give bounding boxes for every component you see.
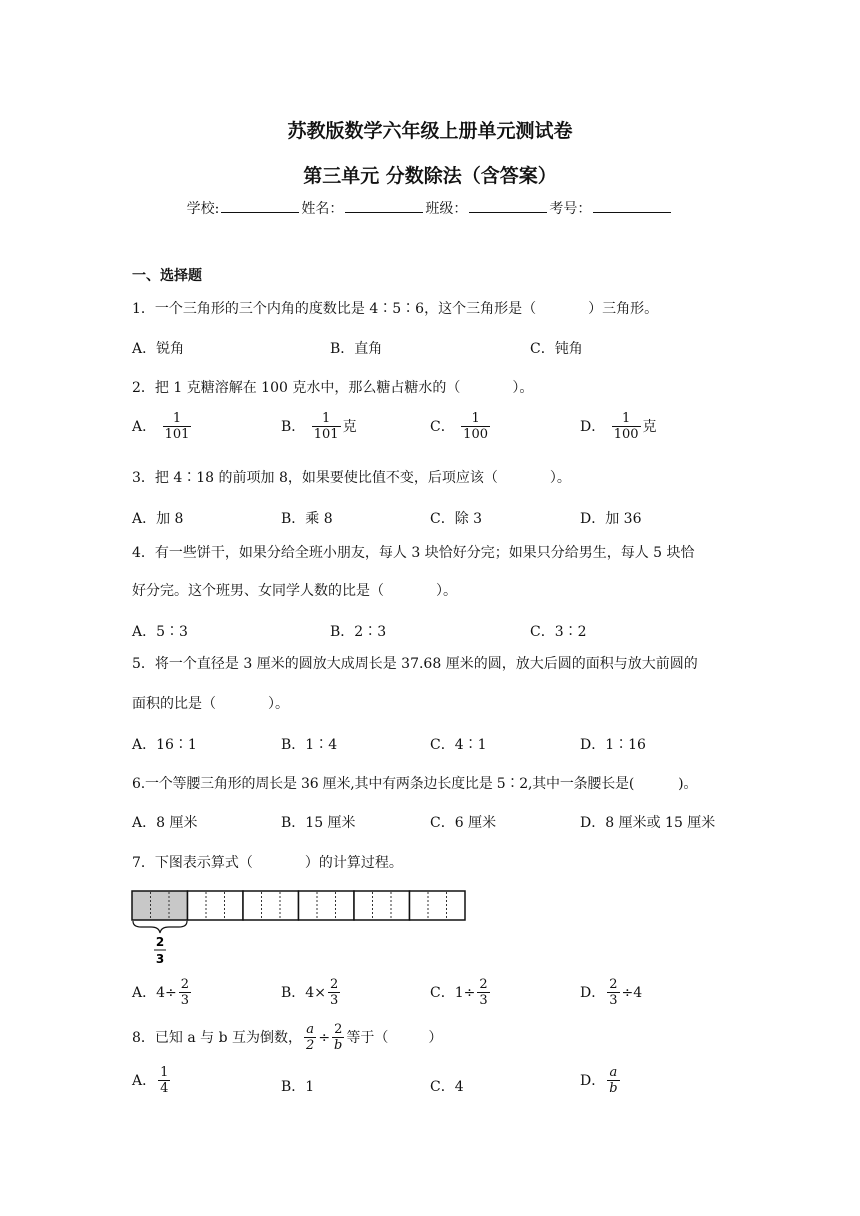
q1-option-c: C．钝角 xyxy=(530,341,583,357)
bar-unit xyxy=(299,891,355,920)
fraction: $\frac{a}{b}$ xyxy=(609,1065,618,1096)
q2-option-b: B． $\frac{1}{101}$ 克 xyxy=(281,411,357,442)
fraction: $\frac{1}{100}$ xyxy=(463,411,488,442)
question-7: 7．下图表示算式（ ）的计算过程。 xyxy=(132,855,403,871)
page-title: 苏教版数学六年级上册单元测试卷 xyxy=(287,120,573,142)
q1-option-b: B．直角 xyxy=(330,341,383,357)
q8-option-d: D． $\frac{a}{b}$ xyxy=(580,1065,618,1096)
question-2 xyxy=(132,377,533,397)
fraction: $\frac{a}{2}$ xyxy=(306,1022,315,1053)
school-label: 学校: xyxy=(186,201,220,217)
question-6: 6.一个等腰三角形的周长是 36 厘米,其中有两条边长度比是 5∶2,其中一条腰长是( )。 xyxy=(132,776,698,792)
student-info-line xyxy=(0,198,860,218)
question-5-line-2: 面积的比是（ ）。 xyxy=(132,696,289,712)
q7-option-c: C．1÷ $\frac{2}{3}$ xyxy=(430,977,488,1008)
q1-text-end: ）三角形。 xyxy=(588,301,659,317)
q2-text: 2．把 1 克糖溶解在 100 克水中，那么糖占糖水的（ xyxy=(132,380,461,396)
q5-option-a: A．16∶1 xyxy=(132,737,197,753)
class-blank xyxy=(469,198,547,213)
brace xyxy=(133,921,187,933)
question-5-line-1: 5．将一个直径是 3 厘米的圆放大成周长是 37.68 厘米的圆，放大后圆的面积与放大前圆的 xyxy=(132,656,698,672)
q7-option-d: D． $\frac{2}{3}$ ÷4 xyxy=(580,977,643,1008)
q3-option-c: C．除 3 xyxy=(430,511,483,527)
q2-option-d: D． $\frac{1}{100}$ 克 xyxy=(580,411,657,442)
q7-option-a: A．4÷ $\frac{2}{3}$ xyxy=(132,977,190,1008)
question-8: 8．已知 a 与 b 互为倒数， $\frac{a}{2}$ ÷ $\frac{2}{b}$ 等于（ ） xyxy=(132,1022,443,1053)
q1-option-a: A．锐角 xyxy=(132,341,185,357)
q4-option-b: B．2∶3 xyxy=(330,624,387,640)
bar-unit xyxy=(410,891,466,920)
q3-option-b: B．乘 8 xyxy=(281,511,333,527)
fraction: $\frac{1}{101}$ xyxy=(164,411,190,442)
class-label: 班级： xyxy=(425,201,468,217)
q5-option-b: B．1∶4 xyxy=(281,737,338,753)
section-heading: 一、选择题 xyxy=(132,268,202,284)
bar-unit xyxy=(243,891,299,920)
fraction: $\frac{1}{100}$ xyxy=(613,411,639,442)
q8-option-a: A． $\frac{1}{4}$ xyxy=(132,1065,169,1096)
q6-option-b: B．15 厘米 xyxy=(281,815,356,831)
fraction: $\frac{2}{b}$ xyxy=(334,1022,343,1053)
name-label: 姓名： xyxy=(301,201,344,217)
q6-option-c: C．6 厘米 xyxy=(430,815,497,831)
q4-option-a: A．5∶3 xyxy=(132,624,188,640)
brace-numerator: 2 xyxy=(155,935,165,949)
q7-option-b: B．4× $\frac{2}{3}$ xyxy=(281,977,339,1008)
fraction: $\frac{1}{4}$ xyxy=(160,1065,169,1096)
bar-unit xyxy=(188,891,244,920)
fraction: $\frac{2}{3}$ xyxy=(329,977,339,1008)
q3-text: 3．把 4∶18 的前项加 8，如果要使比值不变，后项应该（ xyxy=(132,470,498,486)
question-4-line-2: 好分完。这个班男、女同学人数的比是（ ）。 xyxy=(132,583,457,599)
q3-option-d: D．加 36 xyxy=(580,511,642,527)
number-label: 考号： xyxy=(549,201,592,217)
q8-option-c: C．4 xyxy=(430,1079,464,1095)
fraction: $\frac{2}{3}$ xyxy=(479,977,488,1008)
q2-text-end: ）。 xyxy=(512,380,534,396)
q2-option-c: C． $\frac{1}{100}$ xyxy=(430,411,488,442)
q8-option-b: B．1 xyxy=(281,1079,315,1095)
q5-option-d: D．1∶16 xyxy=(580,737,646,753)
fraction: $\frac{1}{101}$ xyxy=(313,411,339,442)
q1-text: 1．一个三角形的三个内角的度数比是 4∶5∶6，这个三角形是（ xyxy=(132,301,537,317)
q6-option-d: D．8 厘米或 15 厘米 xyxy=(580,815,716,831)
q4-option-c: C．3∶2 xyxy=(530,624,587,640)
brace-denominator: 3 xyxy=(155,952,165,966)
question-3 xyxy=(132,467,571,487)
bar-unit-shaded xyxy=(132,891,188,920)
name-blank xyxy=(345,198,423,213)
q2-option-a: A． $\frac{1}{101}$ xyxy=(132,411,190,442)
question-1 xyxy=(132,298,658,318)
q3-text-end: ）。 xyxy=(549,470,571,486)
school-blank xyxy=(221,198,299,213)
page-subtitle: 第三单元 分数除法（含答案） xyxy=(303,165,557,187)
fraction-bar-diagram xyxy=(125,884,475,970)
fraction: $\frac{2}{3}$ xyxy=(609,977,618,1008)
question-4-line-1: 4．有一些饼干，如果分给全班小朋友，每人 3 块恰好分完；如果只分给男生，每人 5 块恰 xyxy=(132,545,695,561)
number-blank xyxy=(593,198,671,213)
q3-option-a: A．加 8 xyxy=(132,511,184,527)
q5-option-c: C．4∶1 xyxy=(430,737,487,753)
fraction: $\frac{2}{3}$ xyxy=(180,977,190,1008)
q6-option-a: A．8 厘米 xyxy=(132,815,198,831)
bar-unit xyxy=(354,891,410,920)
